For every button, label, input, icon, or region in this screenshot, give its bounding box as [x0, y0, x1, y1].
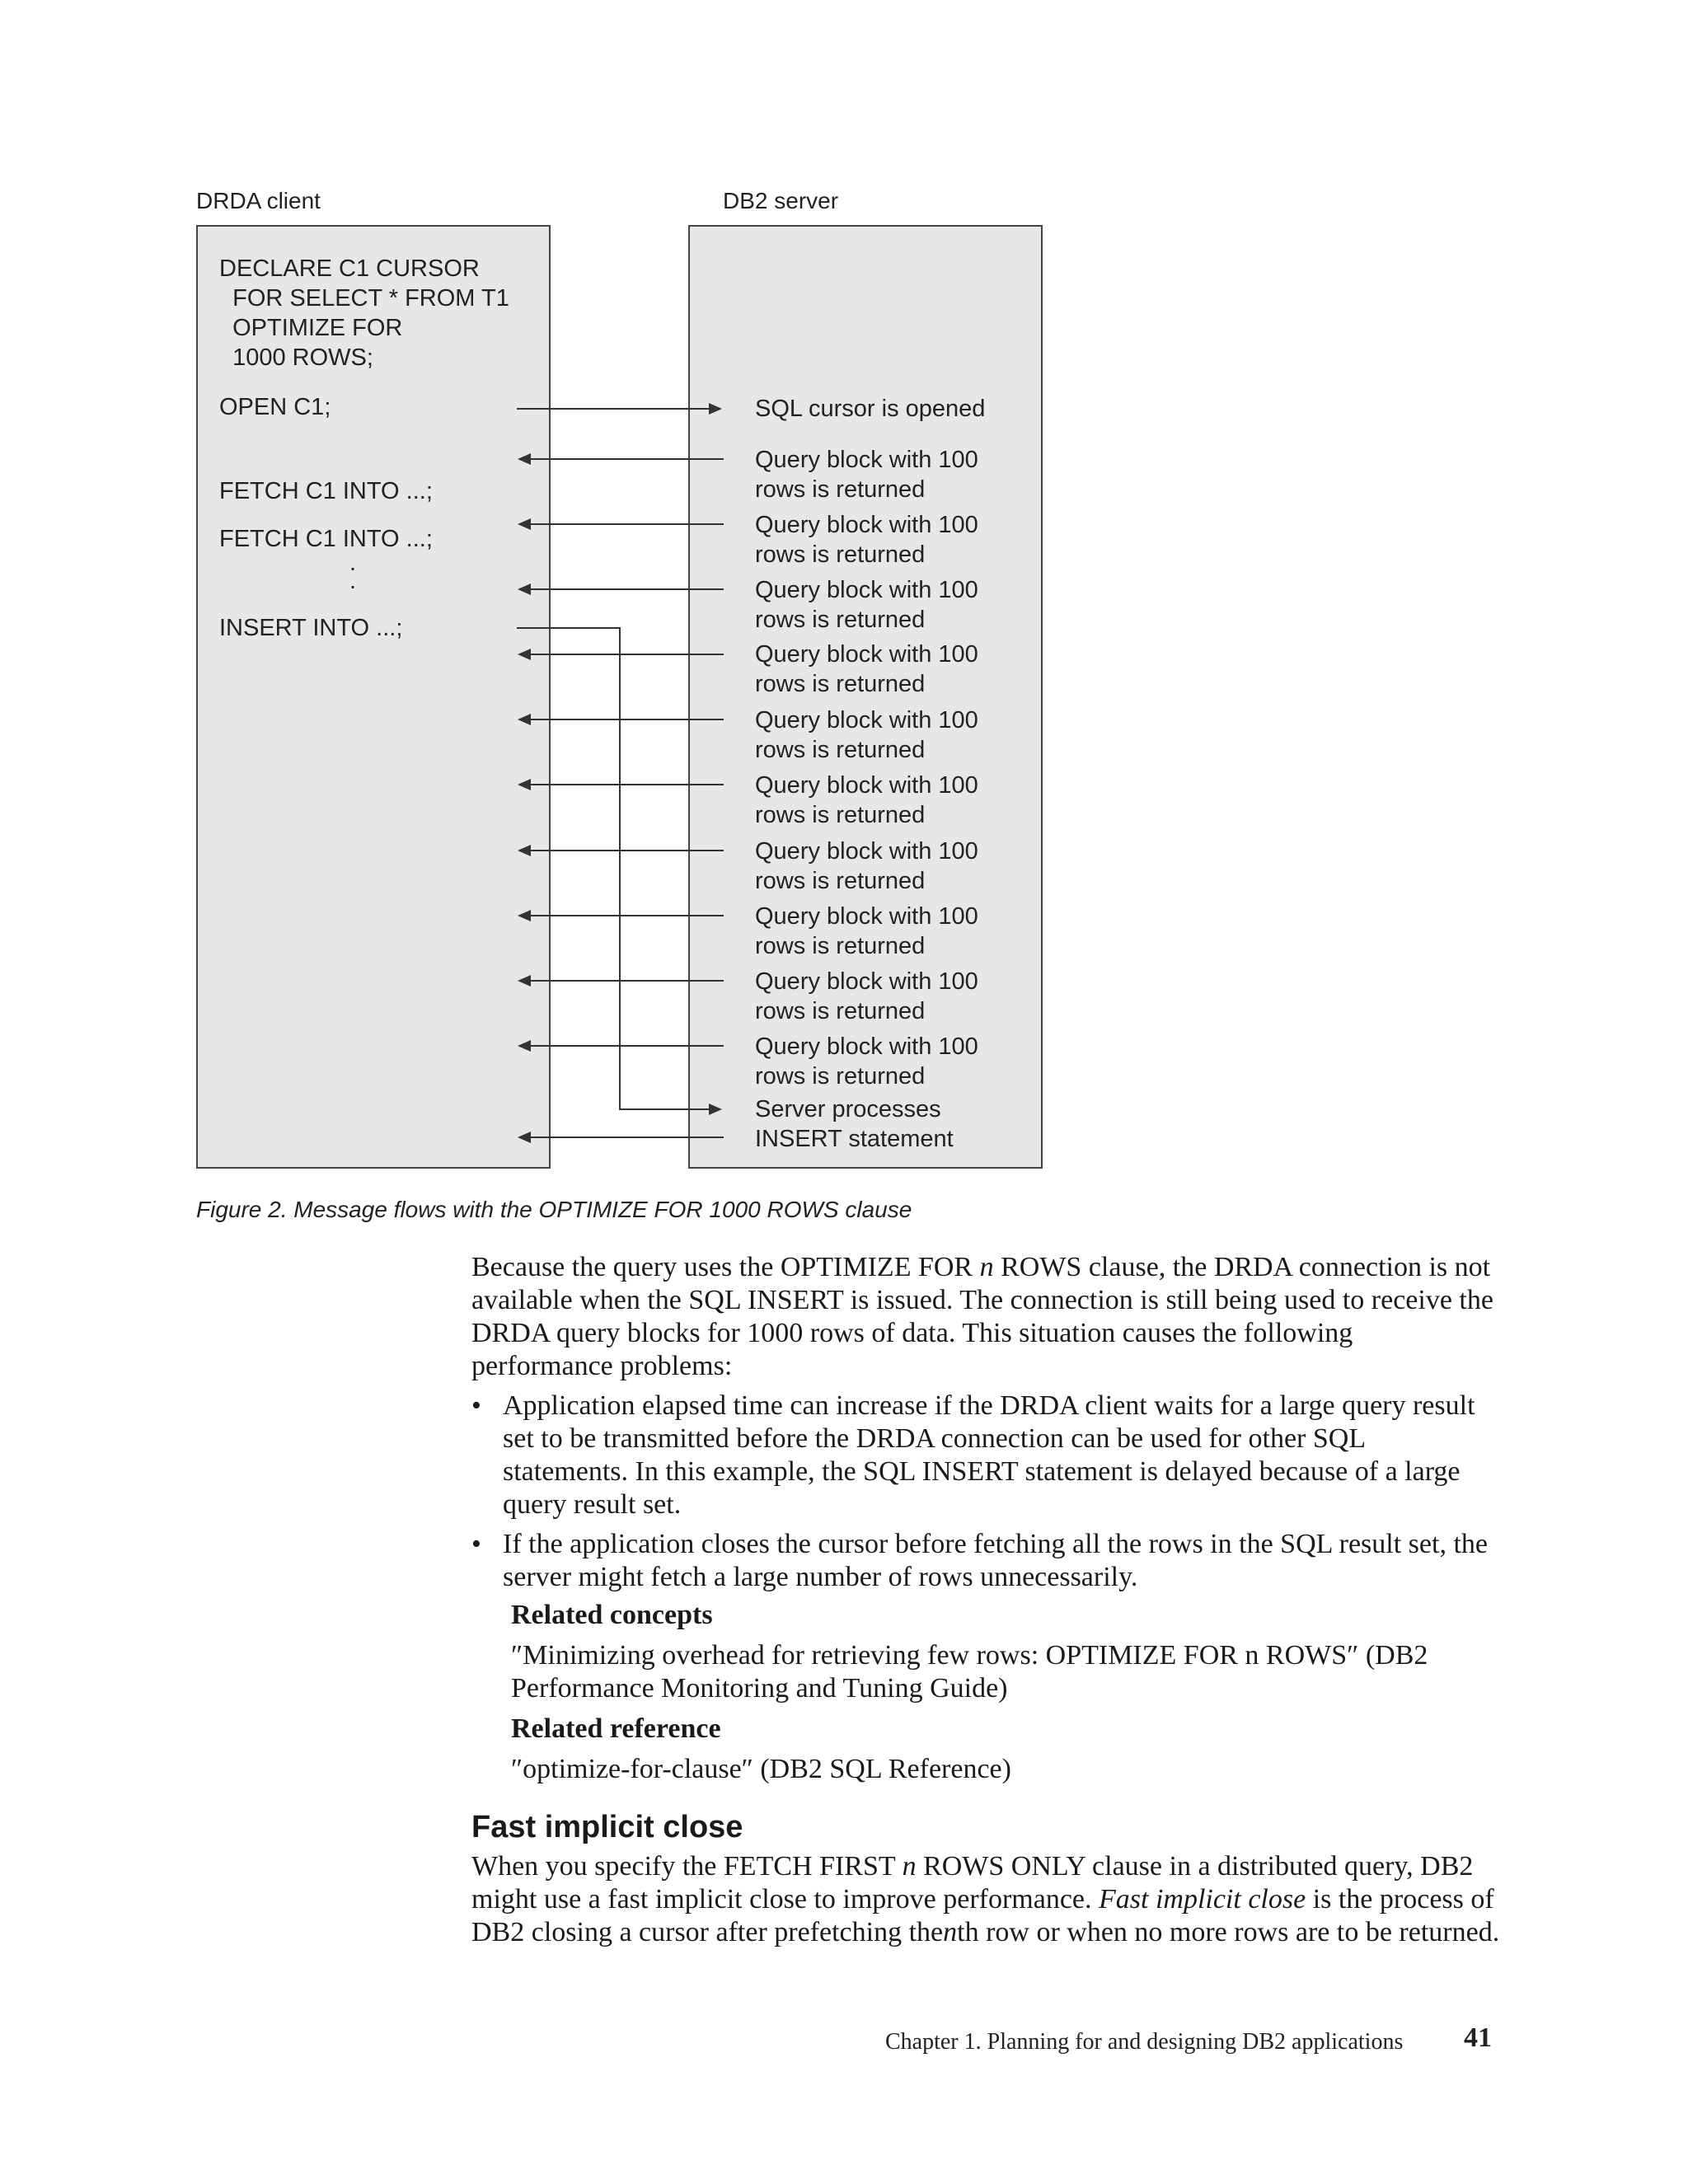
section-paragraph: [471, 1850, 1502, 1949]
query-block-line1: Query block with 100: [755, 512, 978, 538]
section-text-b: ROWS ONLY clause in a distributed query, DB2 might use a fast implicit close to improve performance.: [471, 1851, 1474, 1915]
query-block-line1: Query block with 100: [755, 641, 978, 668]
related-concepts-heading: Related concepts: [511, 1600, 713, 1630]
query-block-line2: rows is returned: [755, 476, 926, 503]
server-label: DB2 server: [723, 188, 839, 213]
bullet-mark: •: [471, 1390, 481, 1421]
intro-text-a: Because the query uses the OPTIMIZE FOR: [471, 1252, 980, 1282]
query-block-message: [755, 902, 978, 961]
query-block-line2: rows is returned: [755, 541, 926, 568]
query-block-line1: Query block with 100: [755, 577, 978, 603]
ellipsis: . .: [349, 550, 357, 594]
list-item: [471, 1390, 1493, 1521]
query-block-line2: rows is returned: [755, 933, 926, 959]
bullet-mark: •: [471, 1529, 481, 1559]
query-block-line2: rows is returned: [755, 802, 926, 828]
query-block-message: [755, 640, 978, 699]
section-title: Fast implicit close: [471, 1810, 743, 1844]
query-block-line1: Query block with 100: [755, 838, 978, 865]
section-text-c: is the process of DB2 closing a cursor after prefetching the: [471, 1884, 1494, 1947]
fetch-statement-1: FETCH C1 INTO ...;: [219, 478, 433, 504]
query-block-line2: rows is returned: [755, 671, 926, 697]
query-block-line1: Query block with 100: [755, 903, 978, 930]
related-links: [511, 1599, 1493, 1786]
query-block-line2: rows is returned: [755, 737, 926, 763]
query-block-line1: Query block with 100: [755, 772, 978, 799]
query-block-message: [755, 575, 978, 635]
insert-processed-message: [755, 1094, 954, 1154]
declare-cursor-statement: DECLARE C1 CURSOR FOR SELECT * FROM T1 OPTIMIZE FOR 1000 ROWS;: [219, 255, 509, 371]
bullet-text: If the application closes the cursor before fetching all the rows in the SQL result set, the server might fetch a large number of rows unnecessarily.: [503, 1529, 1488, 1592]
intro-paragraph: [471, 1251, 1493, 1383]
section-n: n: [902, 1851, 917, 1882]
section-nth-n: n: [943, 1917, 958, 1947]
bullet-text: Application elapsed time can increase if the DRDA client waits for a large query result set to be transmitted before the DRDA connection can be used for other SQL statements. In this example, the SQL INSERT statement is delayed because of a large query result set.: [503, 1390, 1475, 1520]
fetch-statement-2: FETCH C1 INTO ...;: [219, 526, 433, 552]
query-block-message: [755, 967, 978, 1026]
query-block-message: [755, 510, 978, 569]
query-block-message: [755, 837, 978, 896]
related-reference-link[interactable]: ″optimize-for-clause″ (DB2 SQL Reference): [511, 1754, 1011, 1784]
page-number: 41: [1464, 2022, 1492, 2053]
insert-processed-line2: INSERT statement: [755, 1126, 954, 1152]
section-text-d: th row or when no more rows are to be returned.: [957, 1917, 1500, 1947]
query-block-line1: Query block with 100: [755, 707, 978, 733]
section-term: Fast implicit close: [1099, 1884, 1306, 1915]
figure-caption: Figure 2. Message flows with the OPTIMIZE FOR 1000 ROWS clause: [196, 1197, 912, 1222]
query-block-message: [755, 1032, 978, 1091]
insert-processed-line1: Server processes: [755, 1096, 941, 1122]
query-block-line1: Query block with 100: [755, 968, 978, 995]
query-block-message: [755, 445, 978, 504]
client-label: DRDA client: [196, 188, 321, 213]
related-reference-heading: Related reference: [511, 1713, 721, 1744]
intro-text-b: ROWS clause, the DRDA connection is not available when the SQL INSERT is issued. The connection is still being used to receive the DRDA query blocks for 1000 rows of data. This situation causes the following performance problems:: [471, 1252, 1493, 1381]
open-cursor-statement: OPEN C1;: [219, 394, 331, 420]
query-block-message: [755, 771, 978, 830]
query-block-line2: rows is returned: [755, 1063, 926, 1090]
cursor-opened-message: SQL cursor is opened: [755, 396, 986, 422]
section-text-a: When you specify the FETCH FIRST: [471, 1851, 903, 1882]
query-block-line2: rows is returned: [755, 998, 926, 1024]
query-block-line1: Query block with 100: [755, 1033, 978, 1060]
bullet-list: [471, 1390, 1493, 1594]
query-block-line1: Query block with 100: [755, 447, 978, 473]
footer-chapter: Chapter 1. Planning for and designing DB2 applications: [885, 2029, 1404, 2055]
insert-statement: INSERT INTO ...;: [219, 615, 403, 641]
query-block-line2: rows is returned: [755, 607, 926, 633]
query-block-message: [755, 705, 978, 765]
intro-n: n: [979, 1252, 994, 1282]
list-item: [471, 1528, 1493, 1594]
related-concepts-link[interactable]: ″Minimizing overhead for retrieving few rows: OPTIMIZE FOR n ROWS″ (DB2 Performance Monitoring and Tuning Guide): [511, 1640, 1428, 1704]
query-block-line2: rows is returned: [755, 868, 926, 894]
